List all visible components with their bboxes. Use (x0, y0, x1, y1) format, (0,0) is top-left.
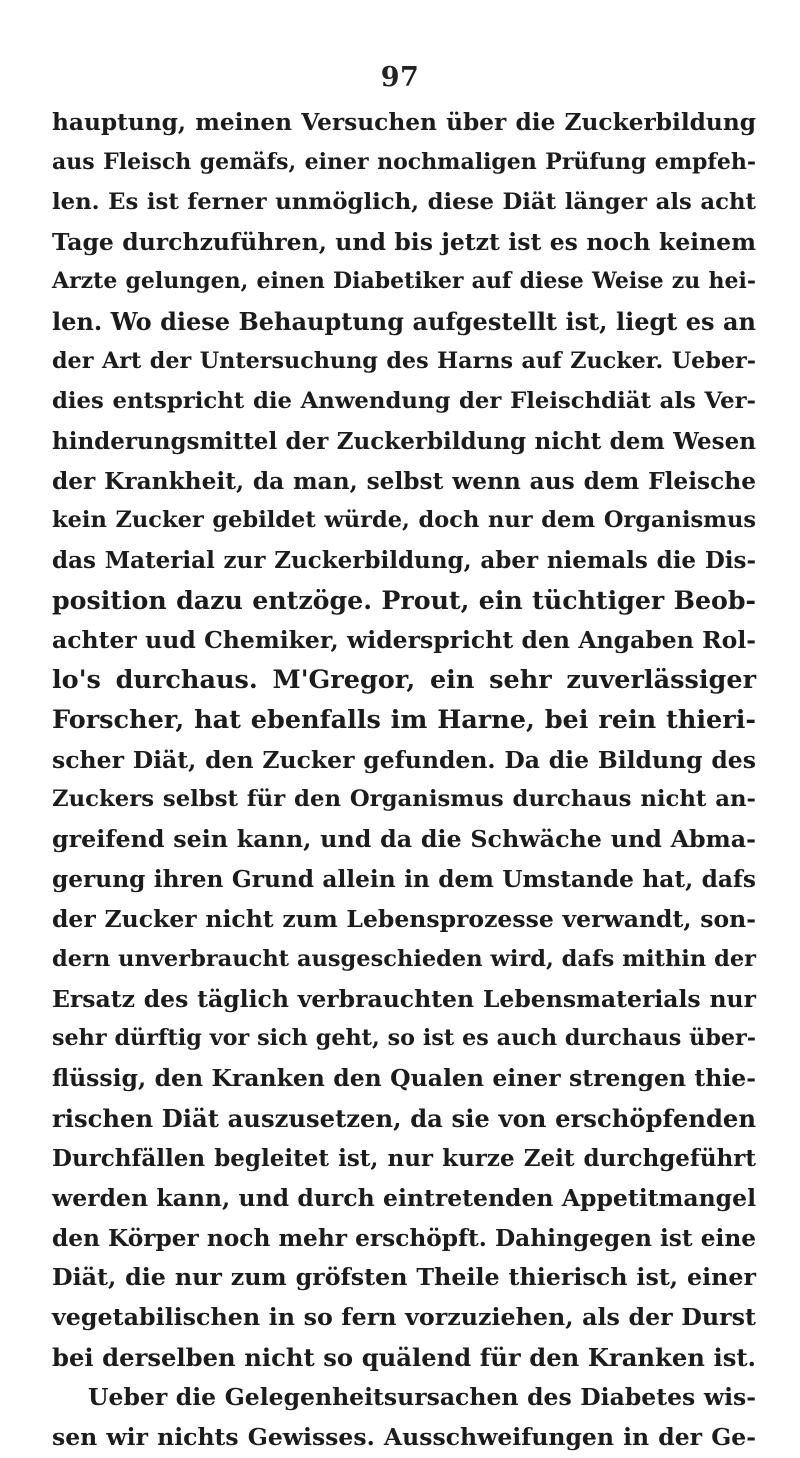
text-line: das Material zur Zuckerbildung, aber niemals die Dis- (52, 547, 756, 575)
text-line: werden kann, und durch eintretenden Appetitmangel (52, 1183, 756, 1212)
text-line: flüssig, den Kranken den Qualen einer strengen thie- (52, 1064, 756, 1093)
text-line: hauptung, meinen Versuchen über die Zuckerbildung (52, 109, 756, 136)
text-line: kein Zucker gebildet würde, doch nur dem Organismus (52, 507, 756, 534)
text-line: aus Fleisch gemäfs, einer nochmaligen Prüfung empfeh- (52, 148, 756, 175)
text-line: der Zucker nicht zum Lebensprozesse verwandt, son- (52, 904, 756, 933)
text-line: dern unverbraucht ausgeschieden wird, dafs mithin der (52, 945, 756, 972)
text-line: rischen Diät auszusetzen, da sie von erschöpfenden (52, 1104, 756, 1134)
text-line: dies entspricht die Anwendung der Fleischdiät als Ver- (52, 387, 756, 414)
body-text (52, 103, 756, 1458)
text-line: achter uud Chemiker, widerspricht den Angaben Rol- (52, 625, 756, 654)
text-line: vegetabilischen in so fern vorzuziehen, als der Durst (52, 1303, 756, 1332)
text-line: Tage durchzuführen, und bis jetzt ist es noch keinem (52, 227, 756, 256)
text-line: Ueber die Gelegenheitsursachen des Diabetes wis- (88, 1383, 756, 1411)
text-line: greifend sein kann, und da die Schwäche und Abma- (52, 825, 756, 854)
text-line: Zuckers selbst für den Organismus durchaus nicht an- (52, 786, 756, 813)
text-line: hinderungsmittel der Zuckerbildung nicht dem Wesen (52, 427, 756, 455)
text-line: den Körper noch mehr erschöpft. Dahingegen ist eine (52, 1224, 757, 1252)
text-line: scher Diät, den Zucker gefunden. Da die Bildung des (52, 745, 756, 774)
text-line: der Krankheit, da man, selbst wenn aus dem Fleische (52, 467, 756, 495)
text-line: len. Wo diese Behauptung aufgestellt ist, liegt es an (52, 307, 756, 337)
text-line: position dazu entzöge. Prout, ein tüchtiger Beob- (52, 585, 756, 616)
text-line: sehr dürftig vor sich geht, so ist es auch durchaus über- (52, 1025, 756, 1052)
text-line: gerung ihren Grund allein in dem Umstande hat, dafs (52, 866, 756, 894)
text-line: Ersatz des täglich verbrauchten Lebensmaterials nur (52, 984, 756, 1013)
text-line: len. Es ist ferner unmöglich, diese Diät länger als acht (52, 188, 756, 215)
page-number: 97 (380, 62, 420, 93)
text-line: bei derselben nicht so quälend für den Kranken ist. (52, 1343, 756, 1373)
text-line: Forscher, hat ebenfalls im Harne, bei rein thieri- (52, 704, 756, 735)
text-line: lo's durchaus. M'Gregor, ein sehr zuverlässiger (52, 664, 756, 695)
text-line: sen wir nichts Gewisses. Ausschweifungen in der Ge- (52, 1422, 756, 1451)
text-line: der Art der Untersuchung des Harns auf Zucker. Ueber- (52, 348, 756, 375)
text-line: Arzte gelungen, einen Diabetiker auf diese Weise zu hei- (52, 268, 756, 295)
text-line: Diät, die nur zum gröfsten Theile thierisch ist, einer (52, 1263, 756, 1292)
text-line: Durchfällen begleitet ist, nur kurze Zeit durchgeführt (52, 1144, 756, 1172)
